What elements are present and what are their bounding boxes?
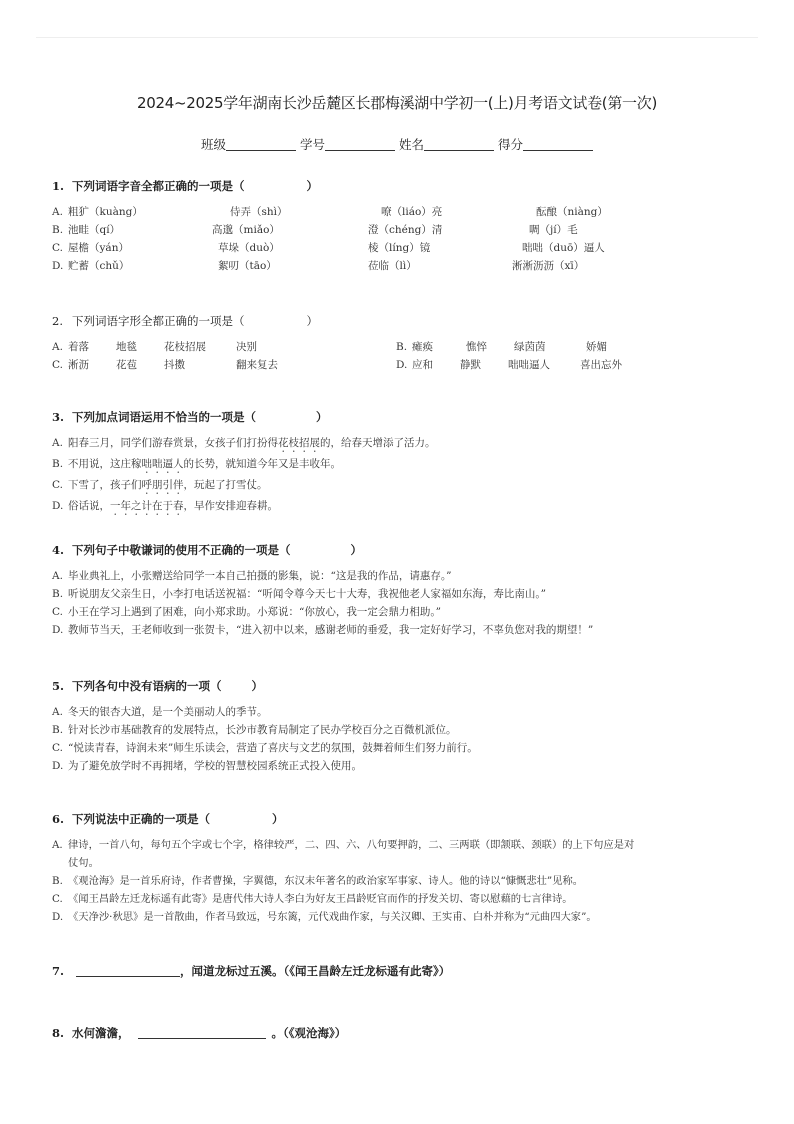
q2-row-cd: C. 淅沥 花苞 抖擞 翻来复去 D. 应和 静默 咄咄逼人 喜出忘外 bbox=[52, 356, 752, 374]
q7-answer-blank[interactable] bbox=[76, 964, 180, 977]
question-7-line: 7. ，闻道龙标过五溪。（《闻王昌龄左迁龙标遥有此寄》） bbox=[52, 964, 451, 978]
q4-option-d[interactable]: D. 教师节当天，王老师收到一张贺卡，“进入初中以来，感谢老师的垂爱，我一定好好学习，不辜负您对我的期望！” bbox=[52, 624, 594, 636]
question-5-stem: 5. 下列各句中没有语病的一项（ ） bbox=[52, 679, 263, 693]
q3-option-b[interactable]: B. 不用说，这庄稼咄咄逼人的长势，就知道今年又是丰收年。 bbox=[52, 458, 341, 470]
question-7 bbox=[52, 962, 752, 980]
exam-title: 2024~2025学年湖南长沙岳麓区长郡梅溪湖中学初一(上)月考语文试卷(第一次) bbox=[136, 94, 658, 112]
q3-option-d[interactable]: D. 俗话说，一年之计在于春，早作安排迎春耕。 bbox=[52, 500, 278, 512]
q5-option-d[interactable]: D. 为了避免放学时不再拥堵，学校的智慧校园系统正式投入使用。 bbox=[52, 760, 362, 772]
q3-option-c[interactable]: C. 下雪了，孩子们呼朋引伴，玩起了打雪仗。 bbox=[52, 479, 268, 491]
name-label: 姓名 bbox=[398, 137, 424, 152]
number-label: 学号 bbox=[299, 137, 325, 152]
q3-option-a[interactable]: A. 阳春三月，同学们游春赏景，女孩子们打扮得花枝招展的，给春天增添了活力。 bbox=[52, 437, 436, 449]
q2-option-d-letter[interactable]: D. bbox=[396, 359, 408, 371]
question-4-stem: 4. 下列句子中敬谦词的使用不正确的一项是（ ） bbox=[52, 543, 362, 557]
q4-option-a[interactable]: A. 毕业典礼上，小张赠送给同学一本自己拍摄的影集，说：“这是我的作品，请惠存。” bbox=[52, 570, 452, 582]
question-5 bbox=[52, 677, 752, 775]
q4-option-c[interactable]: C. 小王在学习上遇到了困难，向小郑求助。小郑说：“你放心，我一定会鼎力相助。” bbox=[52, 606, 441, 618]
student-info-line bbox=[0, 135, 794, 153]
q1-option-b[interactable]: B. 池畦（qí） 高邈（miǎo） 澄（chéng）清 啁（jí）毛 bbox=[52, 224, 578, 236]
class-blank[interactable] bbox=[226, 138, 296, 151]
q6-option-b[interactable]: B. 《观沧海》是一首乐府诗，作者曹操，字翼德，东汉末年著名的政治家军事家、诗人。他的诗以“慷慨悲壮”见称。 bbox=[52, 875, 584, 887]
q5-option-b[interactable]: B. 针对长沙市基础教育的发展特点，长沙市教育局制定了民办学校百分之百微机派位。 bbox=[52, 724, 457, 736]
q5-option-a[interactable]: A. 冬天的银杏大道，是一个美丽动人的季节。 bbox=[52, 706, 268, 718]
q1-option-a[interactable]: A. 粗犷（kuàng） 侍弄（shì） 嘹（liáo）亮 酝酿（niàng） bbox=[52, 206, 608, 218]
question-6 bbox=[52, 810, 752, 926]
q6-option-a[interactable]: A. 律诗，一首八句，每句五个字或七个字，格律较严，二、四、六、八句要押韵，二、三两联（即颔联、颈联）的上下句应是对 仗句。 bbox=[52, 839, 635, 869]
score-blank[interactable] bbox=[523, 138, 593, 151]
question-2 bbox=[52, 312, 752, 374]
q2-row-ab: A. 着落 地毯 花枝招展 决别 B. 瘫痪 憔悴 绿茵茵 娇媚 bbox=[52, 338, 752, 356]
score-label: 得分 bbox=[497, 137, 523, 152]
question-1-stem: 1. 下列词语字音全都正确的一项是（ ） bbox=[52, 179, 318, 193]
question-3-stem: 3. 下列加点词语运用不恰当的一项是（ ） bbox=[52, 410, 328, 424]
question-3 bbox=[52, 408, 752, 518]
question-8-line: 8. 水何澹澹， 。（《观沧海》） bbox=[52, 1026, 347, 1040]
q5-option-c[interactable]: C. “悦读青春，诗润未来”师生乐读会，营造了喜庆与文艺的氛围，鼓舞着师生们努力前行。 bbox=[52, 742, 478, 754]
q8-answer-blank[interactable] bbox=[138, 1026, 266, 1039]
q2-option-a-letter[interactable]: A. bbox=[52, 341, 63, 353]
q2-option-b-letter[interactable]: B. bbox=[396, 341, 408, 353]
number-blank[interactable] bbox=[325, 138, 395, 151]
question-2-stem: 2. 下列词语字形全都正确的一项是（ ） bbox=[52, 314, 318, 328]
q2-option-c-letter[interactable]: C. bbox=[52, 359, 63, 371]
question-8 bbox=[52, 1024, 752, 1042]
q1-option-d[interactable]: D. 贮蓄（chǔ） 絮叨（tāo） 莅临（lì） 淅淅沥沥（xī） bbox=[52, 260, 585, 272]
question-1 bbox=[52, 177, 752, 275]
top-rule bbox=[36, 37, 758, 38]
question-6-stem: 6. 下列说法中正确的一项是（ ） bbox=[52, 812, 284, 826]
q6-option-c[interactable]: C. 《闻王昌龄左迁龙标遥有此寄》是唐代伟大诗人李白为好友王昌龄贬官而作的抒发关切、寄以慰藉的七言律诗。 bbox=[52, 893, 573, 905]
q6-option-d[interactable]: D. 《天净沙·秋思》是一首散曲，作者马致远，号东篱，元代戏曲作家，与关汉卿、王实甫、白朴并称为“元曲四大家”。 bbox=[52, 911, 597, 923]
q1-option-c[interactable]: C. 屋檐（yán） 草垛（duò） 棱（líng）镜 咄咄（duō）逼人 bbox=[52, 242, 605, 254]
name-blank[interactable] bbox=[424, 138, 494, 151]
question-4 bbox=[52, 541, 752, 639]
class-label: 班级 bbox=[200, 137, 226, 152]
q4-option-b[interactable]: B. 听说朋友父亲生日，小李打电话送祝福：“听闻令尊今天七十大寿，我祝他老人家福如东海，寿比南山。” bbox=[52, 588, 546, 600]
